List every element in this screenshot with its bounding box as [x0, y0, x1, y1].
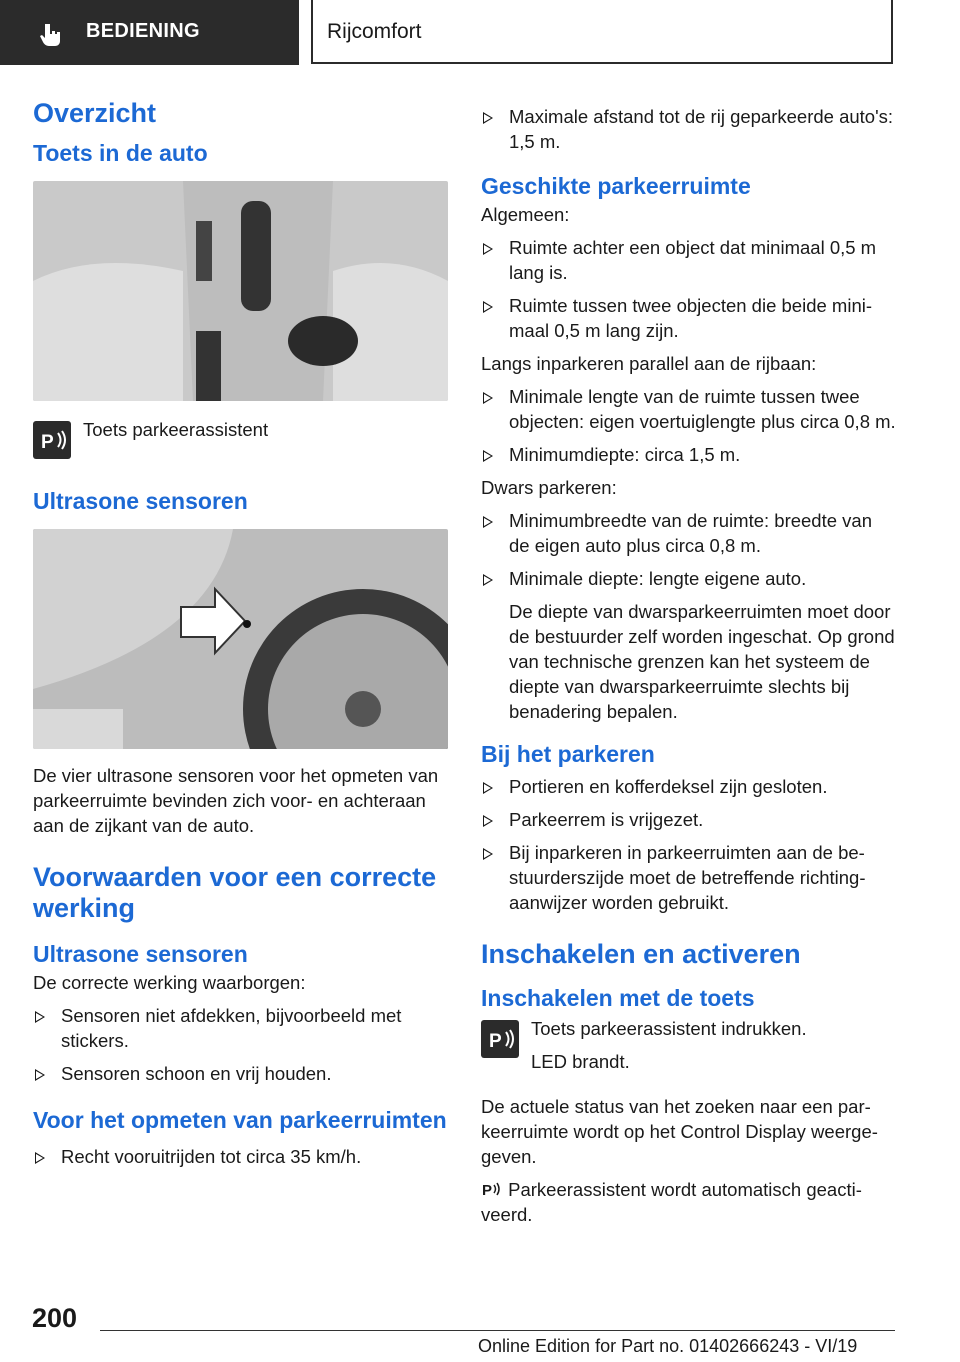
list-item: Sensoren niet afdekken, bijvoorbeeld met stickers. [33, 1003, 448, 1053]
heading-when-parking: Bij het parkeren [481, 741, 655, 767]
subsection-tab [311, 0, 893, 64]
heading-activate-button: Inschakelen met de toets [481, 985, 755, 1011]
page-number: 200 [32, 1303, 78, 1333]
heading-button-in-car: Toets in de auto [33, 140, 208, 166]
heading-measure: Voor het opmeten van parkeerruimten [33, 1107, 447, 1133]
button-caption: Toets parkeerassistent [83, 419, 269, 440]
cross-note: De diepte van dwarsparkeerruimten moet door de bestuurder zelf worden ingeschat. Op grond van technische grenzen kan het systeem de diepte van dwarsparkeerruimte slechts bij benadering bepalen. [509, 601, 895, 722]
heading-suitable-space: Geschikte parkeerruimte [481, 173, 751, 199]
list-item: Maximale afstand tot de rij geparkeerde auto's: 1,5 m. [481, 104, 896, 154]
list-item: Bij inparkeren in parkeerruimten aan de bestuurderszijde moet de betreffende richtingaanwijzer worden gebruikt. [481, 840, 896, 915]
svg-text:P: P [482, 1182, 493, 1199]
general-label: Algemeen: [481, 204, 570, 225]
footer-divider [100, 1330, 895, 1331]
parking-symbol-icon [481, 1179, 503, 1199]
list-item: Ruimte tussen twee objecten die beide minimaal 0,5 m lang zijn. [481, 293, 896, 343]
press-button-row [481, 1016, 896, 1082]
cross-label: Dwars parkeren: [481, 477, 617, 498]
status-text: De actuele status van het zoeken naar een parkeerruimte wordt op het Control Display weergegeven. [481, 1096, 878, 1167]
heading-overview: Overzicht [33, 98, 157, 128]
list-item: Sensoren schoon en vrij houden. [33, 1061, 448, 1086]
list-item: Minimumbreedte van de ruimte: breedte van de eigen auto plus circa 0,8 m. [481, 508, 896, 558]
section-tab [0, 0, 299, 65]
heading-ultrasonic-sensors: Ultrasone sensoren [33, 488, 248, 514]
auto-text: P Parkeerassistent wordt automatisch geactiveerd. [481, 1179, 862, 1225]
list-item: Recht vooruitrijden tot circa 35 km/h. [33, 1144, 448, 1169]
list-item: Minimale diepte: lengte eigene auto. [481, 566, 896, 591]
svg-text:P: P [41, 432, 54, 453]
hand-pointer-icon [38, 22, 64, 48]
heading-ultrasonic-sensors-2: Ultrasone sensoren [33, 941, 248, 967]
press-text: Toets parkeerassistent indrukken. [531, 1018, 807, 1039]
parallel-label: Langs inparkeren parallel aan de rijbaan: [481, 353, 817, 374]
ensure-text: De correcte werking waarborgen: [33, 972, 306, 993]
button-caption-row [33, 417, 448, 459]
parking-assistant-icon [33, 421, 71, 459]
edition-text: Online Edition for Part no. 01402666243 - VI/19 [478, 1336, 858, 1356]
wheel-sensor-photo [33, 529, 448, 749]
list-item: Portieren en kofferdeksel zijn gesloten. [481, 774, 896, 799]
list-item: Parkeerrem is vrijgezet. [481, 807, 896, 832]
section-title: BEDIENING [86, 20, 200, 42]
parking-assistant-icon [481, 1020, 519, 1058]
subsection-title: Rijcomfort [327, 20, 422, 43]
list-item: Ruimte achter een object dat minimaal 0,5 m lang is. [481, 235, 896, 285]
list-item: Minimale lengte van de ruimte tussen twee objecten: eigen voertuiglengte plus circa 0,8 m. [481, 384, 896, 434]
left-column [33, 98, 448, 1177]
svg-text:P: P [489, 1031, 502, 1052]
led-text: LED brandt. [531, 1051, 630, 1072]
gear-shift-photo [33, 181, 448, 401]
heading-activate: Inschakelen en activeren [481, 939, 801, 969]
sensors-text: De vier ultrasone sensoren voor het opmeten van parkeerruimte bevinden zich voor- en achteraan aan de zijkant van de auto. [33, 765, 439, 836]
list-item: Minimumdiepte: circa 1,5 m. [481, 442, 896, 467]
right-column [481, 104, 896, 1235]
heading-conditions: Voorwaarden voor een correcte werking [33, 862, 437, 923]
